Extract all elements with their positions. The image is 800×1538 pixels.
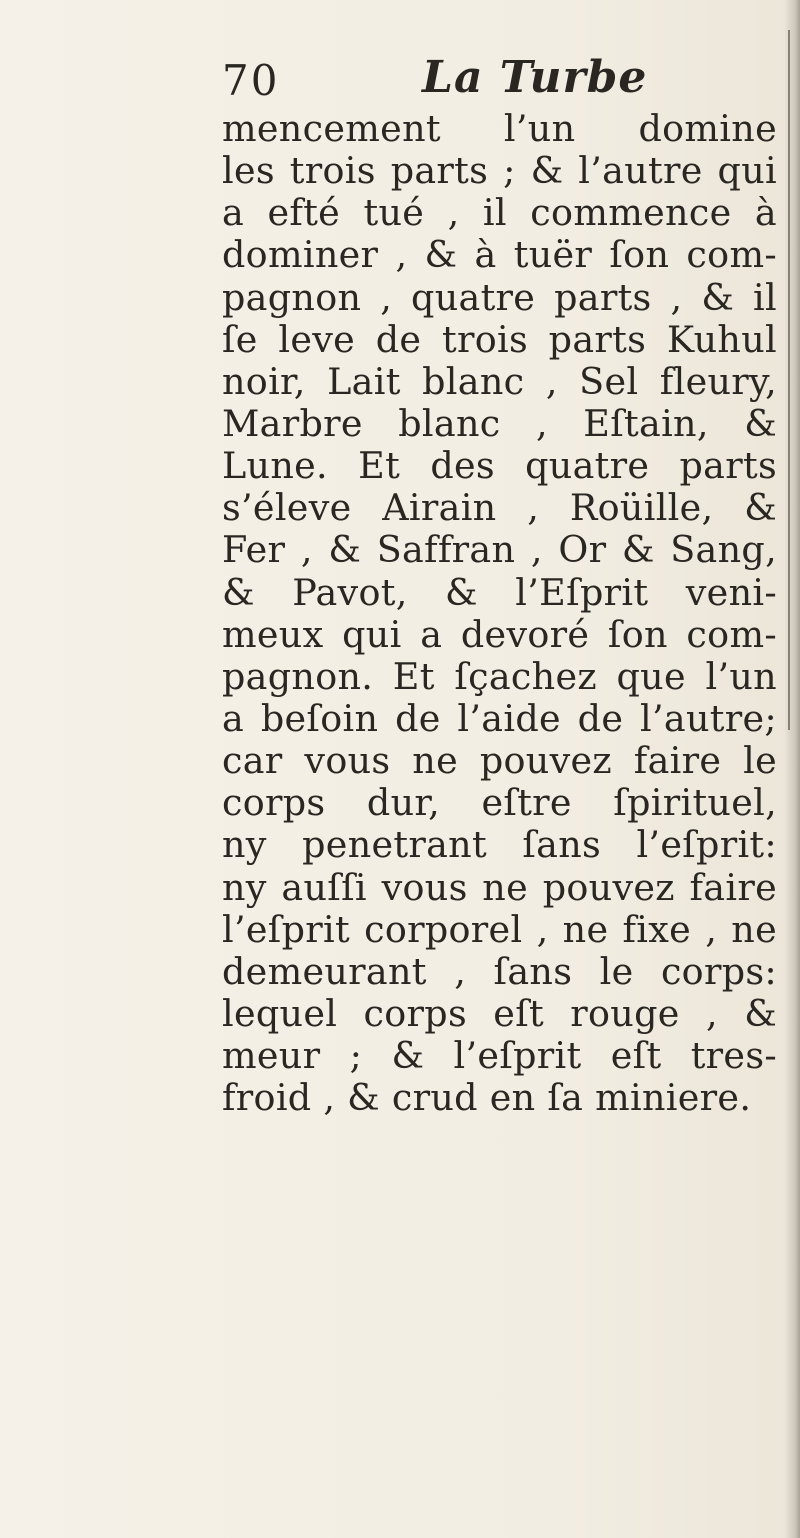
text-line: meux qui a devoré ſon com- bbox=[222, 612, 777, 656]
text-line: car vous ne pouvez faire le bbox=[222, 739, 777, 783]
page-edge-line bbox=[788, 30, 790, 730]
text-line: l’eſprit corporel , ne fixe , ne bbox=[222, 907, 777, 951]
text-line: Marbre blanc , Eſtain, & bbox=[222, 401, 777, 445]
running-title: La Turbe bbox=[422, 52, 648, 103]
text-line: a beſoin de l’aide de l’autre; bbox=[222, 696, 777, 740]
body-text bbox=[222, 108, 777, 1119]
page-header bbox=[222, 52, 782, 112]
text-line: corps dur, eſtre ſpirituel, bbox=[222, 781, 777, 825]
text-line: mencement l’un domine bbox=[222, 107, 777, 150]
text-line: Fer , & Saffran , Or & Sang, bbox=[222, 528, 777, 572]
text-line: a efté tué , il commence à bbox=[222, 191, 777, 235]
text-line: lequel corps eſt rouge , & bbox=[222, 991, 777, 1035]
text-line: s’éleve Airain , Roüille, & bbox=[222, 486, 777, 530]
text-line: ny penetrant ſans l’eſprit: bbox=[222, 823, 777, 867]
text-line: meur ; & l’eſprit eſt tres- bbox=[222, 1034, 777, 1078]
text-line: dominer , & à tuër ſon com- bbox=[222, 233, 777, 277]
text-line: & Pavot, & l’Eſprit veni- bbox=[222, 570, 777, 614]
page-number: 70 bbox=[222, 56, 280, 105]
text-line: ſe leve de trois parts Kuhul bbox=[222, 317, 777, 361]
text-line: pagnon , quatre parts , & il bbox=[222, 275, 777, 319]
text-line: froid , & crud en ſa miniere. bbox=[222, 1076, 752, 1120]
text-line: noir, Lait blanc , Sel fleury, bbox=[222, 359, 777, 403]
text-line: pagnon. Et ſçachez que l’un bbox=[222, 654, 777, 698]
page-edge-shadow bbox=[784, 0, 800, 1538]
text-line: les trois parts ; & l’autre qui bbox=[222, 149, 777, 193]
text-line: Lune. Et des quatre parts bbox=[222, 444, 777, 488]
text-line: ny auſſi vous ne pouvez faire bbox=[222, 865, 777, 909]
text-line: demeurant , ſans le corps: bbox=[222, 949, 777, 993]
